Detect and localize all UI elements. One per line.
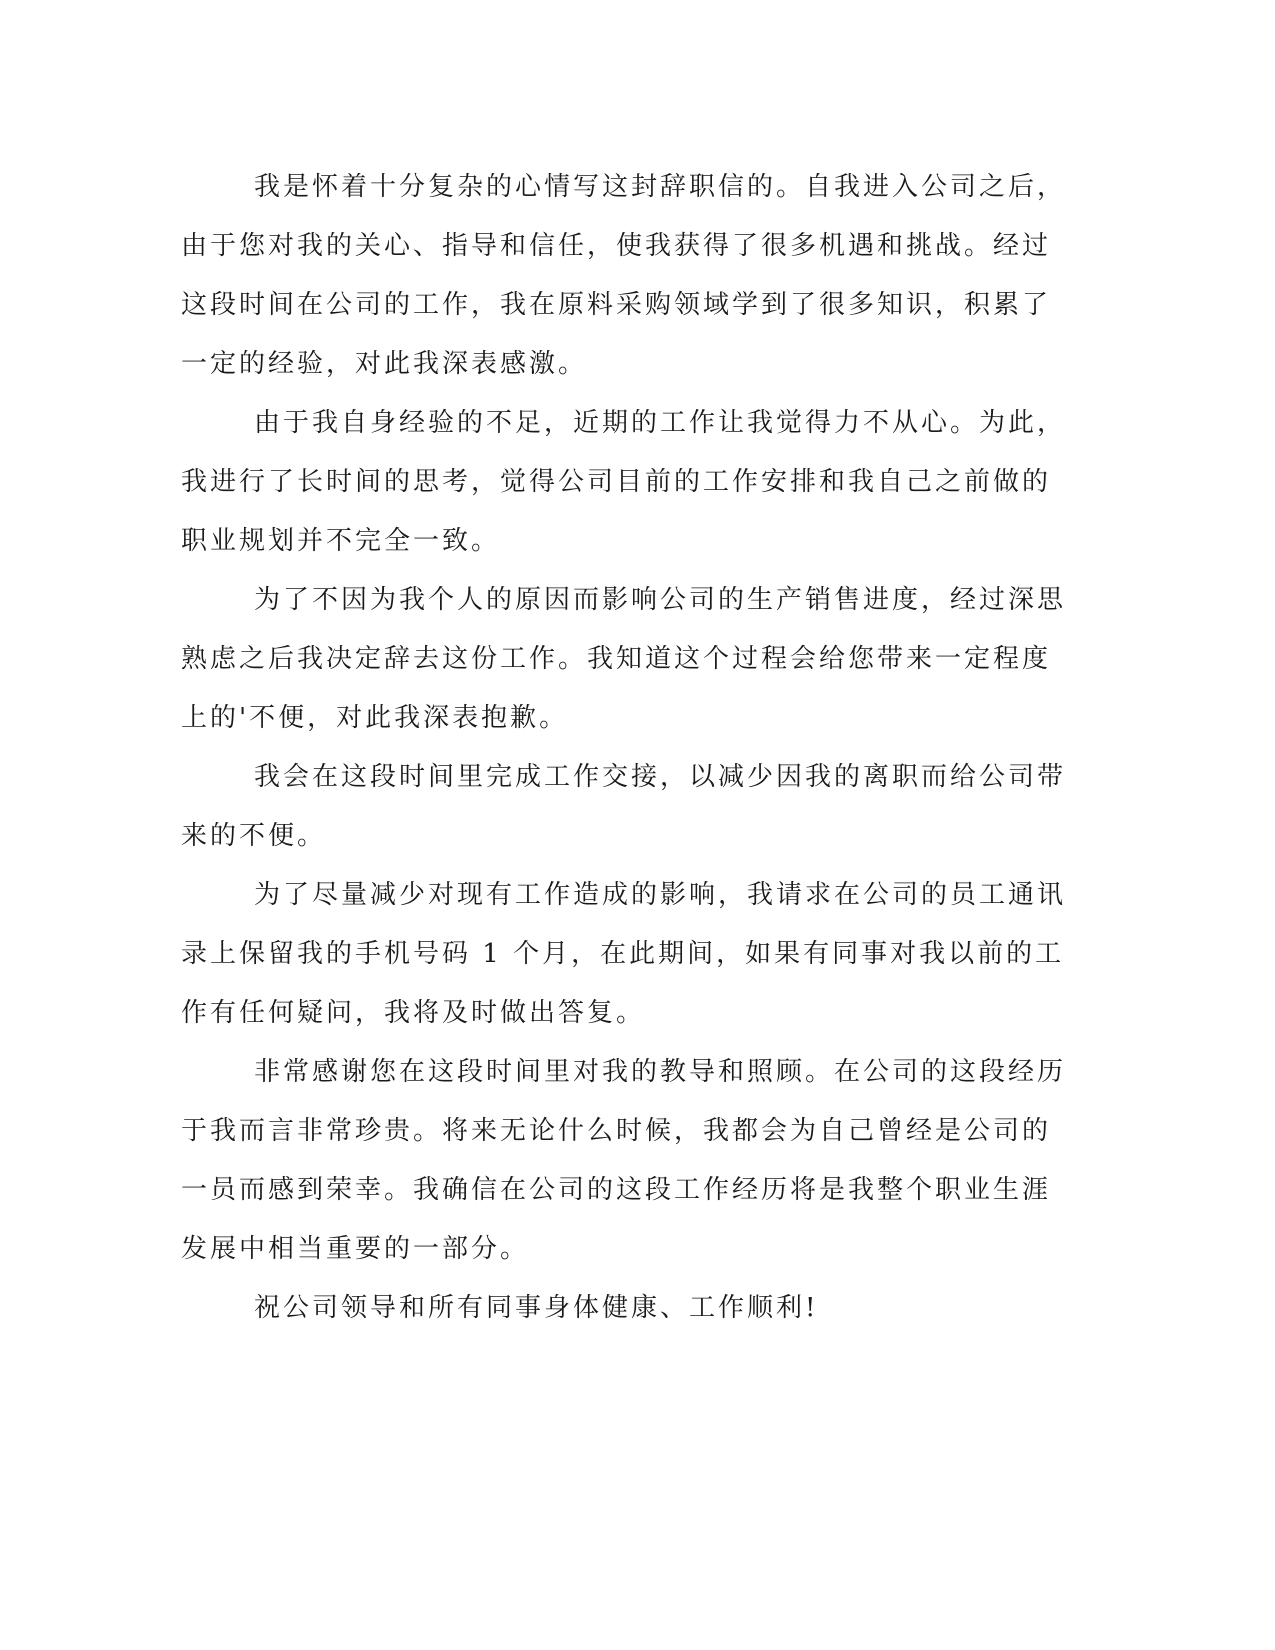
paragraph bbox=[181, 158, 1067, 394]
paragraph bbox=[181, 748, 1067, 866]
text-line: 一员而感到荣幸。我确信在公司的这段工作经历将是我整个职业生涯 bbox=[181, 1175, 1052, 1205]
text-line: 发展中相当重要的一部分。 bbox=[181, 1234, 530, 1264]
paragraph bbox=[181, 1279, 1025, 1338]
text-line: 一定的经验，对此我深表感激。 bbox=[181, 349, 588, 379]
text-line: 来的不便。 bbox=[181, 821, 327, 851]
paragraph bbox=[181, 571, 1067, 748]
paragraph bbox=[181, 866, 1067, 1043]
text-line: 录上保留我的手机号码 1 个月，在此期间，如果有同事对我以前的工 bbox=[181, 939, 1065, 969]
text-line: 我会在这段时间里完成工作交接，以减少因我的离职而给公司带 bbox=[254, 762, 1067, 792]
text-line: 职业规划并不完全一致。 bbox=[181, 526, 501, 556]
paragraph bbox=[181, 1043, 1067, 1279]
paragraph bbox=[181, 394, 1067, 571]
text-line: 由于您对我的关心、指导和信任，使我获得了很多机遇和挑战。经过 bbox=[181, 231, 1052, 261]
text-line: 由于我自身经验的不足，近期的工作让我觉得力不从心。为此， bbox=[254, 408, 1067, 438]
text-line: 上的'不便，对此我深表抱歉。 bbox=[181, 703, 569, 733]
text-line: 作有任何疑问，我将及时做出答复。 bbox=[181, 998, 646, 1028]
text-line: 于我而言非常珍贵。将来无论什么时候，我都会为自己曾经是公司的 bbox=[181, 1116, 1052, 1146]
text-line: 非常感谢您在这段时间里对我的教导和照顾。在公司的这段经历 bbox=[254, 1057, 1067, 1087]
text-line: 熟虑之后我决定辞去这份工作。我知道这个过程会给您带来一定程度 bbox=[181, 644, 1052, 674]
text-line: 祝公司领导和所有同事身体健康、工作顺利! bbox=[254, 1293, 819, 1323]
text-line: 为了尽量减少对现有工作造成的影响，我请求在公司的员工通讯 bbox=[254, 880, 1067, 910]
text-line: 我进行了长时间的思考，觉得公司目前的工作安排和我自己之前做的 bbox=[181, 467, 1052, 497]
text-line: 为了不因为我个人的原因而影响公司的生产销售进度，经过深思 bbox=[254, 585, 1067, 615]
text-line: 这段时间在公司的工作，我在原料采购领域学到了很多知识，积累了 bbox=[181, 290, 1052, 320]
text-line: 我是怀着十分复杂的心情写这封辞职信的。自我进入公司之后， bbox=[254, 172, 1067, 202]
letter-body bbox=[181, 158, 1067, 1338]
